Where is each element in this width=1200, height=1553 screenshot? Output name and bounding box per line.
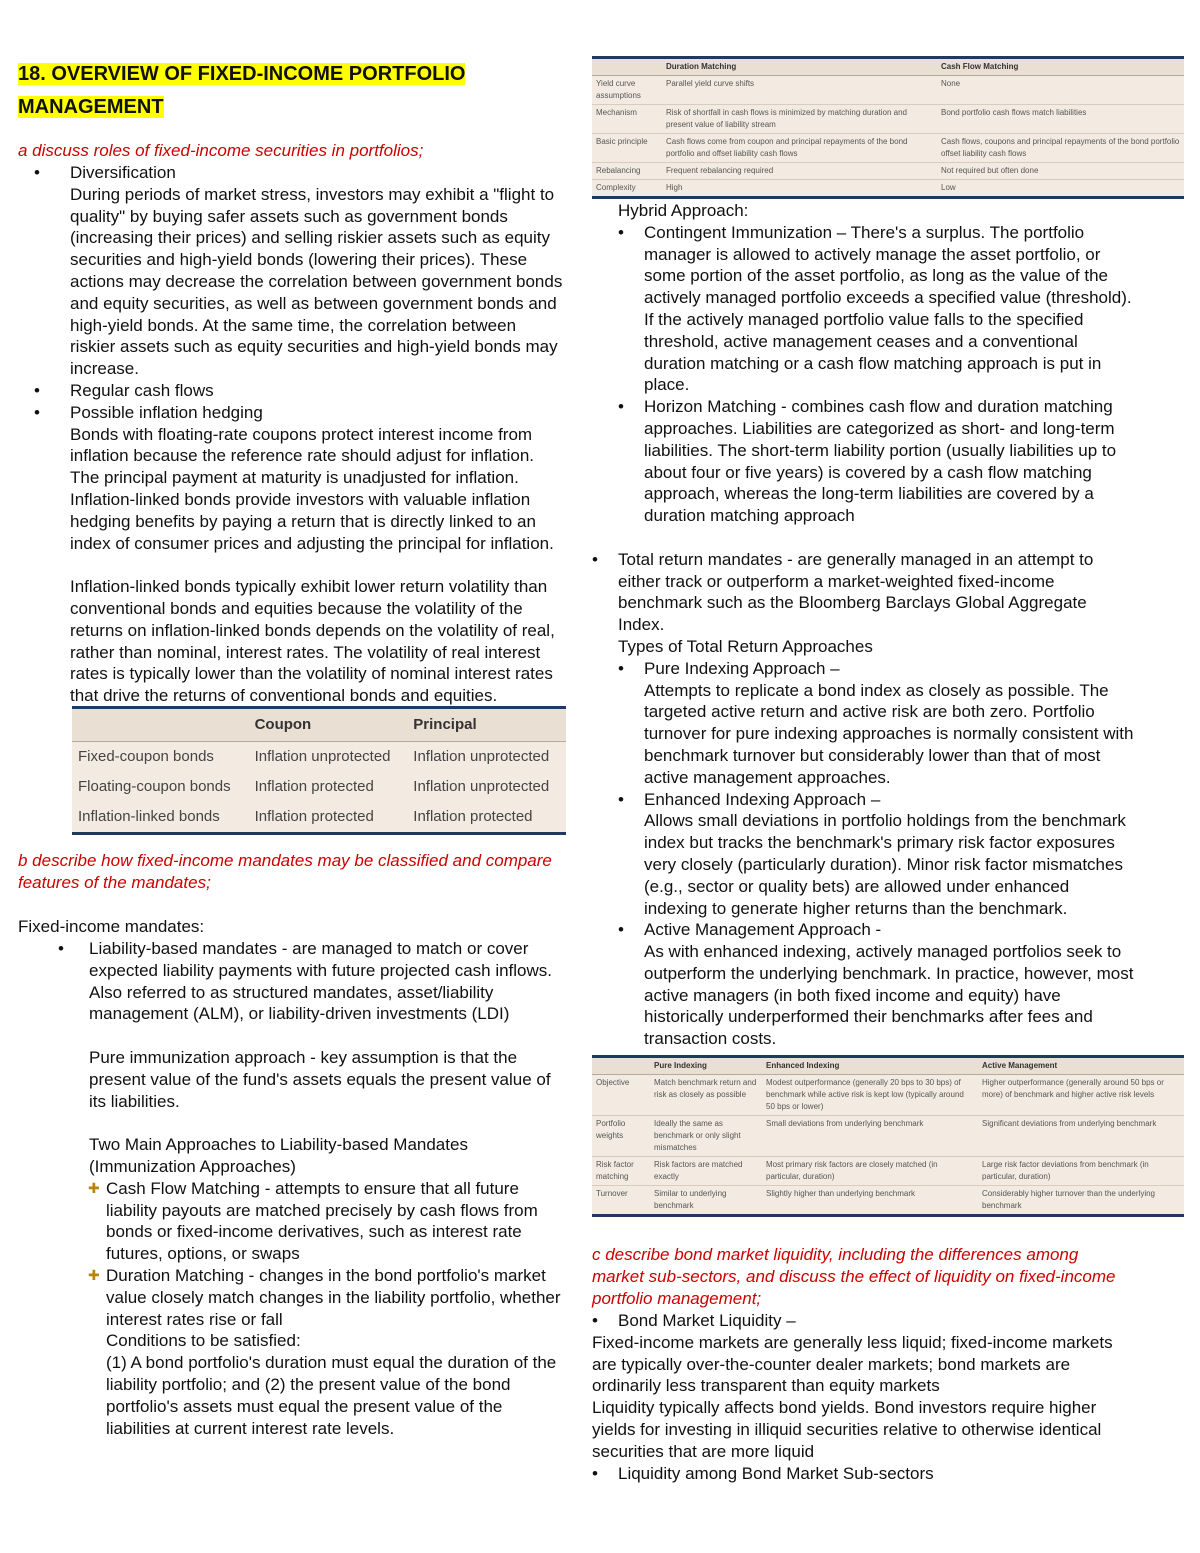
text-line: expected liability payments with future projected cash inflows. (89, 960, 553, 980)
table-header (72, 709, 249, 742)
table-cell: Risk factor matching (592, 1157, 650, 1186)
text-line: liabilities at current interest rate levels. (106, 1418, 395, 1438)
text-line: historically underperformed their benchmarks after fees and (644, 1007, 1093, 1027)
text-line: actively managed portfolio exceeds a specified value (threshold). (644, 288, 1132, 308)
table-cell: Basic principle (592, 134, 662, 163)
list-item-subsectors (592, 1463, 1192, 1485)
text-line: actions may decrease the correlation between government bonds (70, 271, 563, 291)
text-line: value closely match changes in the liability portfolio, whether (106, 1287, 561, 1307)
table-cell: Slightly higher than underlying benchmark (762, 1186, 978, 1215)
list-item-duration-matching (18, 1265, 588, 1439)
table-cell: None (937, 76, 1184, 105)
table-cell: Floating-coupon bonds (78, 778, 231, 795)
title-line-1: 18. OVERVIEW OF FIXED-INCOME PORTFOLIO (18, 63, 466, 85)
text-line: (Immunization Approaches) (89, 1156, 296, 1176)
types-heading: Types of Total Return Approaches (618, 636, 873, 656)
table-header-row (592, 1058, 1184, 1075)
text-line: present value of the fund's assets equals the present value of (89, 1069, 551, 1089)
bullet-icon: • (618, 222, 624, 242)
text-line: Liquidity typically affects bond yields. Bond investors require higher (592, 1398, 1097, 1418)
table-cell: Inflation protected (413, 808, 533, 825)
objective-c (592, 1244, 1192, 1309)
text-line: As with enhanced indexing, actively managed portfolios seek to (644, 942, 1122, 962)
hybrid-section (592, 200, 1192, 1050)
text-line: Bond Market Liquidity – (618, 1311, 796, 1330)
text-line: about four or five years) is covered by a cash flow matching (644, 462, 1092, 482)
text-line: active management approaches. (644, 767, 891, 787)
table-cell: Cash flows come from coupon and principal repayments of the bond portfolio and offset liability cash flows (662, 134, 937, 163)
text-line: Pure immunization approach - key assumption is that the (89, 1047, 518, 1067)
text-line: c describe bond market liquidity, including the differences among (592, 1245, 1079, 1264)
table-cell: Small deviations from underlying benchmark (762, 1116, 978, 1157)
table-cell: Frequent rebalancing required (662, 163, 937, 180)
text-line: portfolio's assets must equal the present value of the (106, 1396, 503, 1416)
table-cell: Not required but often done (937, 163, 1184, 180)
roles-list (18, 162, 588, 707)
text-line: targeted active return and active risk are both zero. Portfolio (644, 702, 1095, 722)
objective-b (18, 850, 588, 894)
list-item-pure-indexing (592, 658, 1192, 789)
table-cell: Complexity (592, 180, 662, 197)
text-line: Pure Indexing Approach – (644, 658, 840, 678)
table-row (592, 1157, 1184, 1186)
bullet-icon: • (618, 920, 624, 940)
list-item-cash-flows (18, 380, 588, 402)
table-cell: High (662, 180, 937, 197)
text-line: rates is typically lower than the volatility of nominal interest rates (70, 664, 553, 684)
text-line: Horizon Matching - combines cash flow and duration matching (644, 397, 1113, 417)
table-row (592, 1075, 1184, 1116)
title-line-2: MANAGEMENT (18, 96, 164, 118)
table-cell: Large risk factor deviations from benchmark (in particular, duration) (978, 1157, 1184, 1186)
text-line: Fixed-income markets are generally less liquid; fixed-income markets (592, 1332, 1113, 1352)
diversification-text (70, 184, 588, 380)
text-line: rather than nominal, interest rates. The volatility of real interest (70, 642, 541, 662)
text-line: duration matching or a cash flow matching approach is put in (644, 353, 1102, 373)
table-header: Pure Indexing (650, 1058, 762, 1075)
text-line: Also referred to as structured mandates, asset/liability (89, 982, 494, 1002)
text-line: (1) A bond portfolio's duration must equal the duration of the (106, 1353, 557, 1373)
text-line: very closely (particularly duration). Minor risk factor mismatches (644, 854, 1123, 874)
text-line: If the actively managed portfolio value falls to the specified (644, 309, 1084, 329)
text-line: bonds or fixed-income derivatives, such as interest rate (106, 1222, 522, 1242)
bullet-icon: • (592, 1463, 598, 1483)
table-cell: Risk factors are matched exactly (650, 1157, 762, 1186)
text-line: Enhanced Indexing Approach – (644, 789, 881, 809)
text-line: Bonds with floating-rate coupons protect interest income from (70, 424, 533, 444)
text-line: yields for investing in illiquid securities relative to otherwise identical (592, 1419, 1102, 1439)
text-line: Cash Flow Matching - attempts to ensure that all future (106, 1178, 519, 1198)
table-row (592, 1186, 1184, 1215)
list-item-inflation (18, 402, 588, 707)
arrow-bullet-icon: ✚ (88, 1266, 100, 1283)
table-cell: Low (937, 180, 1184, 197)
text-line: benchmark turnover but considerably lower than that of most (644, 745, 1101, 765)
text-line: increase. (70, 359, 139, 379)
diversification-label: Diversification (70, 163, 176, 182)
text-line: place. (644, 375, 690, 395)
table-row (592, 1116, 1184, 1157)
table-cell: Objective (592, 1075, 650, 1116)
hybrid-heading: Hybrid Approach: (618, 201, 749, 220)
text-line: Contingent Immunization – There's a surplus. The portfolio (644, 222, 1085, 242)
objective-a: a discuss roles of fixed-income securities in portfolios; (18, 141, 424, 160)
text-line: b describe how fixed-income mandates may be classified and compare (18, 851, 552, 870)
text-line: indexing to generate higher returns than the benchmark. (644, 898, 1068, 918)
text-line: index but tracks the benchmark's primary risk factor exposures (644, 833, 1115, 853)
indexing-approaches-table (592, 1055, 1184, 1217)
list-item-total-return (592, 549, 1192, 658)
table-header: Enhanced Indexing (762, 1058, 978, 1075)
table-cell: Significant deviations from underlying benchmark (978, 1116, 1184, 1157)
table-cell: Most primary risk factors are closely matched (in particular, duration) (762, 1157, 978, 1186)
table-header-row (72, 709, 566, 742)
table-cell: Inflation unprotected (413, 748, 550, 765)
text-line: futures, options, or swaps (106, 1244, 300, 1264)
text-line: its liabilities. (89, 1091, 180, 1111)
table-cell: Inflation protected (254, 808, 374, 825)
arrow-bullet-icon: ✚ (88, 1179, 100, 1196)
text-line: Active Management Approach - (644, 920, 882, 940)
list-item-liability (18, 938, 588, 1178)
text-line: Conditions to be satisfied: (106, 1331, 301, 1351)
text-line: benchmark such as the Bloomberg Barclays Global Aggregate (618, 593, 1087, 613)
text-line: duration matching approach (644, 506, 855, 526)
text-line: Inflation-linked bonds typically exhibit lower return volatility than (70, 577, 548, 597)
table-cell: Turnover (592, 1186, 650, 1215)
text-line: liability payouts are matched precisely by cash flows from (106, 1200, 538, 1220)
table-row (592, 76, 1184, 105)
text-line: Inflation-linked bonds provide investors with valuable inflation (70, 489, 531, 509)
table-cell: Fixed-coupon bonds (78, 748, 214, 765)
table-row (592, 105, 1184, 134)
table-header: Cash Flow Matching (937, 59, 1184, 76)
list-item-cash-flow-matching (18, 1178, 588, 1265)
list-item-enhanced-indexing (592, 789, 1192, 920)
table-cell: Rebalancing (592, 163, 662, 180)
table-row (72, 742, 566, 773)
text-line: inflation because the reference rate should adjust for inflation. (70, 446, 535, 466)
text-line: Total return mandates - are generally managed in an attempt to (618, 549, 1094, 569)
table-header (592, 59, 662, 76)
bullet-icon: • (34, 402, 40, 422)
table-cell: Bond portfolio cash flows match liabilities (937, 105, 1184, 134)
text-line: turnover for pure indexing approaches is normally consistent with (644, 724, 1134, 744)
cash-flows-label: Regular cash flows (70, 380, 214, 400)
table-cell: Inflation unprotected (254, 748, 391, 765)
table-cell: Inflation-linked bonds (78, 808, 220, 825)
text-line: either track or outperform a market-weighted fixed-income (618, 571, 1055, 591)
table-header-row (592, 59, 1184, 76)
table-header: Duration Matching (662, 59, 937, 76)
text-line: securities and high-yield bonds (lowering their prices). These (70, 250, 528, 270)
text-line: ordinarily less transparent than equity markets (592, 1376, 940, 1396)
text-line: securities that are more liquid (592, 1441, 815, 1461)
table-cell: Portfolio weights (592, 1116, 650, 1157)
bullet-icon: • (592, 1311, 598, 1330)
table-cell: Considerably higher turnover than the underlying benchmark (978, 1186, 1184, 1215)
text-line: index of consumer prices and adjusting the principal for inflation. (70, 533, 554, 553)
text-line: Duration Matching - changes in the bond portfolio's market (106, 1265, 546, 1285)
list-item-diversification (18, 162, 588, 380)
text-line: threshold, active management ceases and a conventional (644, 331, 1078, 351)
bullet-icon: • (58, 939, 64, 958)
bullet-icon: • (618, 397, 624, 417)
table-cell: Ideally the same as benchmark or only slight mismatches (650, 1116, 762, 1157)
table-header: Principal (407, 709, 566, 742)
text-line: The principal payment at maturity is unadjusted for inflation. (70, 468, 519, 488)
list-item-contingent (592, 222, 1192, 396)
text-line: manager is allowed to actively manage the asset portfolio, or (644, 244, 1101, 264)
table-row (592, 134, 1184, 163)
text-line: management (ALM), or liability-driven investments (LDI) (89, 1004, 510, 1024)
duration-cashflow-table (592, 56, 1184, 199)
text-line: During periods of market stress, investors may exhibit a "flight to (70, 184, 555, 204)
bullet-icon: • (618, 658, 624, 678)
table-header (592, 1058, 650, 1075)
table-row (592, 163, 1184, 180)
table-header: Coupon (249, 709, 408, 742)
text-line: quality" by buying safer assets such as government bonds (70, 206, 508, 226)
bullet-icon: • (592, 549, 598, 569)
list-item-active-management (592, 919, 1192, 1050)
text-line: riskier assets such as equity securities and high-yield bonds may (70, 337, 558, 357)
text-line: that drive the returns of conventional bonds and equities. (70, 686, 498, 706)
text-line: portfolio management; (592, 1288, 762, 1308)
table-header: Active Management (978, 1058, 1184, 1075)
text-line: Two Main Approaches to Liability-based Mandates (89, 1135, 468, 1155)
table-cell: Modest outperformance (generally 20 bps to 30 bps) of benchmark while active risk is kept low (typically around 50 bps or lower) (762, 1075, 978, 1116)
liability-section (18, 938, 588, 1439)
text-line: Attempts to replicate a bond index as closely as possible. The (644, 680, 1109, 700)
text-line: approaches. Liabilities are categorized as short- and long-term (644, 418, 1115, 438)
text-line: conventional bonds and equities because the volatility of the (70, 598, 523, 618)
table-row (592, 180, 1184, 197)
text-line: Index. (618, 615, 665, 635)
bullet-icon: • (618, 789, 624, 809)
text-line: high-yield bonds. At the same time, the correlation between (70, 315, 517, 335)
text-line: active managers (in both fixed income and equity) have (644, 985, 1061, 1005)
bullet-icon: • (34, 380, 40, 400)
table-cell: Parallel yield curve shifts (662, 76, 937, 105)
coupon-principal-table (72, 706, 566, 835)
mandates-heading: Fixed-income mandates: (18, 917, 205, 936)
text-line: outperform the underlying benchmark. In practice, however, most (644, 963, 1134, 983)
text-line: Liquidity among Bond Market Sub-sectors (618, 1463, 934, 1483)
list-item-bond-market-liquidity (592, 1310, 1192, 1332)
table-cell: Higher outperformance (generally around 50 bps or more) of benchmark and higher active risk levels (978, 1075, 1184, 1116)
text-line: market sub-sectors, and discuss the effect of liquidity on fixed-income (592, 1266, 1116, 1286)
table-row (72, 802, 566, 832)
page-title (18, 58, 508, 124)
inflation-label: Possible inflation hedging (70, 402, 263, 422)
table-cell: Inflation unprotected (413, 778, 550, 795)
table-cell: Cash flows, coupons and principal repayments of the bond portfolio offset liability cash flows (937, 134, 1184, 163)
bullet-icon: • (34, 163, 40, 182)
table-cell: Yield curve assumptions (592, 76, 662, 105)
liquidity-section (592, 1310, 1192, 1484)
table-cell: Match benchmark return and risk as closely as possible (650, 1075, 762, 1116)
text-line: are typically over-the-counter dealer markets; bond markets are (592, 1354, 1071, 1374)
text-line: (increasing their prices) and selling riskier assets such as equity (70, 228, 550, 248)
text-line: some portion of the asset portfolio, as long as the value of the (644, 266, 1109, 286)
text-line: interest rates rise or fall (106, 1309, 283, 1329)
text-line: (e.g., sector or quality bets) are allowed under enhanced (644, 876, 1070, 896)
table-row (72, 772, 566, 802)
text-line: approach, whereas the long-term liabilities are covered by a (644, 484, 1094, 504)
table-cell: Mechanism (592, 105, 662, 134)
list-item-horizon (592, 396, 1192, 527)
text-line: and equity securities, as well as between government bonds and (70, 293, 557, 313)
text-line: liability portfolio; and (2) the present value of the bond (106, 1374, 511, 1394)
text-line: Liability-based mandates - are managed to match or cover (89, 939, 529, 958)
text-line: hedging benefits by paying a return that is directly linked to an (70, 511, 536, 531)
text-line: returns on inflation-linked bonds depends on the volatility of real, (70, 620, 555, 640)
table-cell: Similar to underlying benchmark (650, 1186, 762, 1215)
text-line: transaction costs. (644, 1029, 777, 1049)
table-cell: Risk of shortfall in cash flows is minimized by matching duration and present value of liability stream (662, 105, 937, 134)
text-line: features of the mandates; (18, 872, 211, 892)
table-cell: Inflation protected (254, 778, 374, 795)
text-line: Allows small deviations in portfolio holdings from the benchmark (644, 811, 1126, 831)
text-line: liabilities. The short-term liability portion (usually liabilities up to (644, 440, 1117, 460)
